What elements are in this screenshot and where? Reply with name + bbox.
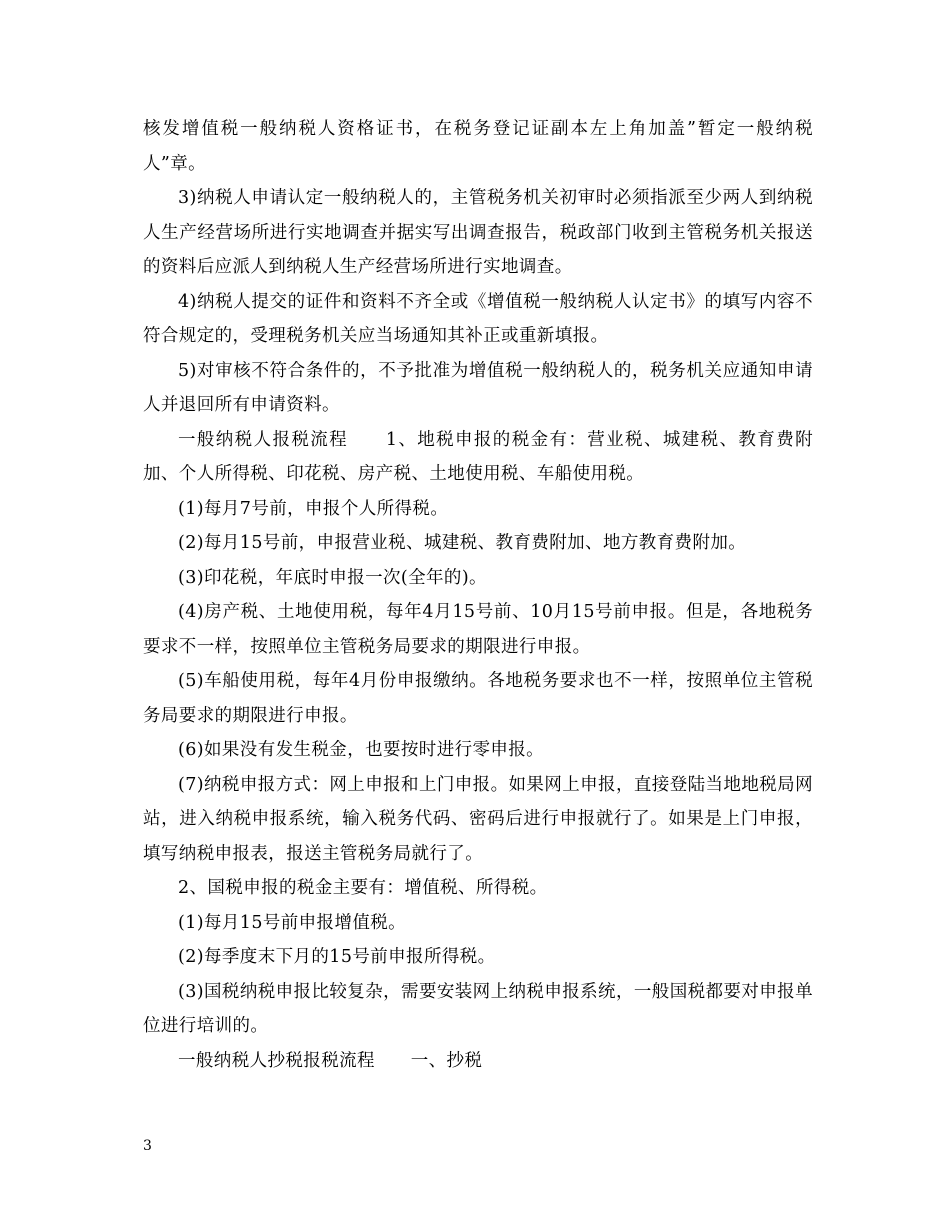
paragraph-national-tax-heading: 2、国税申报的税金主要有：增值税、所得税。 <box>178 878 548 898</box>
paragraph-local-tax-2: (2)每月15号前，申报营业税、城建税、教育费附加、地方教育费附加。 <box>178 533 747 553</box>
document-body <box>143 112 813 1078</box>
paragraph-continuation: 核发增值税一般纳税人资格证书，在税务登记证副本左上角加盖”暂定一般纳税人”章。 <box>143 119 813 174</box>
paragraph-local-tax-1: (1)每月7号前，申报个人所得税。 <box>178 498 449 519</box>
paragraph-local-tax-5: (5)车船使用税，每年4月份申报缴纳。各地税务要求也不一样，按照单位主管税务局要求的期限进行申报。 <box>143 671 813 726</box>
paragraph-local-tax-3: (3)印花税，年底时申报一次(全年的)。 <box>178 567 487 588</box>
paragraph-national-tax-3: (3)国税纳税申报比较复杂，需要安装网上纳税申报系统，一般国税都要对申报单位进行培训的。 <box>143 981 813 1036</box>
paragraph-copy-tax-heading: 一般纳税人抄税报税流程 一、抄税 <box>178 1050 483 1071</box>
paragraph-local-tax-6: (6)如果没有发生税金，也要按时进行零申报。 <box>178 740 545 760</box>
paragraph-local-tax-7: (7)纳税申报方式：网上申报和上门申报。如果网上申报，直接登陆当地地税局网站，进入纳税申报系统，输入税务代码、密码后进行申报就行了。如果是上门申报，填写纳税申报表，报送主管税务局就行了。 <box>143 774 813 864</box>
paragraph-item-5: 5)对审核不符合条件的，不予批准为增值税一般纳税人的，税务机关应通知申请人并退回所有申请资料。 <box>143 360 813 415</box>
paragraph-item-4: 4)纳税人提交的证件和资料不齐全或《增值税一般纳税人认定书》的填写内容不符合规定的，受理税务机关应当场通知其补正或重新填报。 <box>143 291 813 346</box>
paragraph-national-tax-1: (1)每月15号前申报增值税。 <box>178 912 407 933</box>
paragraph-local-tax-4: (4)房产税、土地使用税，每年4月15号前、10月15号前申报。但是，各地税务要求不一样，按照单位主管税务局要求的期限进行申报。 <box>143 602 813 657</box>
page-number: 3 <box>143 1138 152 1154</box>
paragraph-local-tax-heading: 一般纳税人报税流程 1、地税申报的税金有：营业税、城建税、教育费附加、个人所得税、印花税、房产税、土地使用税、车船使用税。 <box>143 429 813 484</box>
paragraph-item-3: 3)纳税人申请认定一般纳税人的，主管税务机关初审时必须指派至少两人到纳税人生产经营场所进行实地调查并据实写出调查报告，税政部门收到主管税务机关报送的资料后应派人到纳税人生产经营场所进行实地调查。 <box>143 188 813 277</box>
paragraph-national-tax-2: (2)每季度末下月的15号前申报所得税。 <box>178 947 496 967</box>
